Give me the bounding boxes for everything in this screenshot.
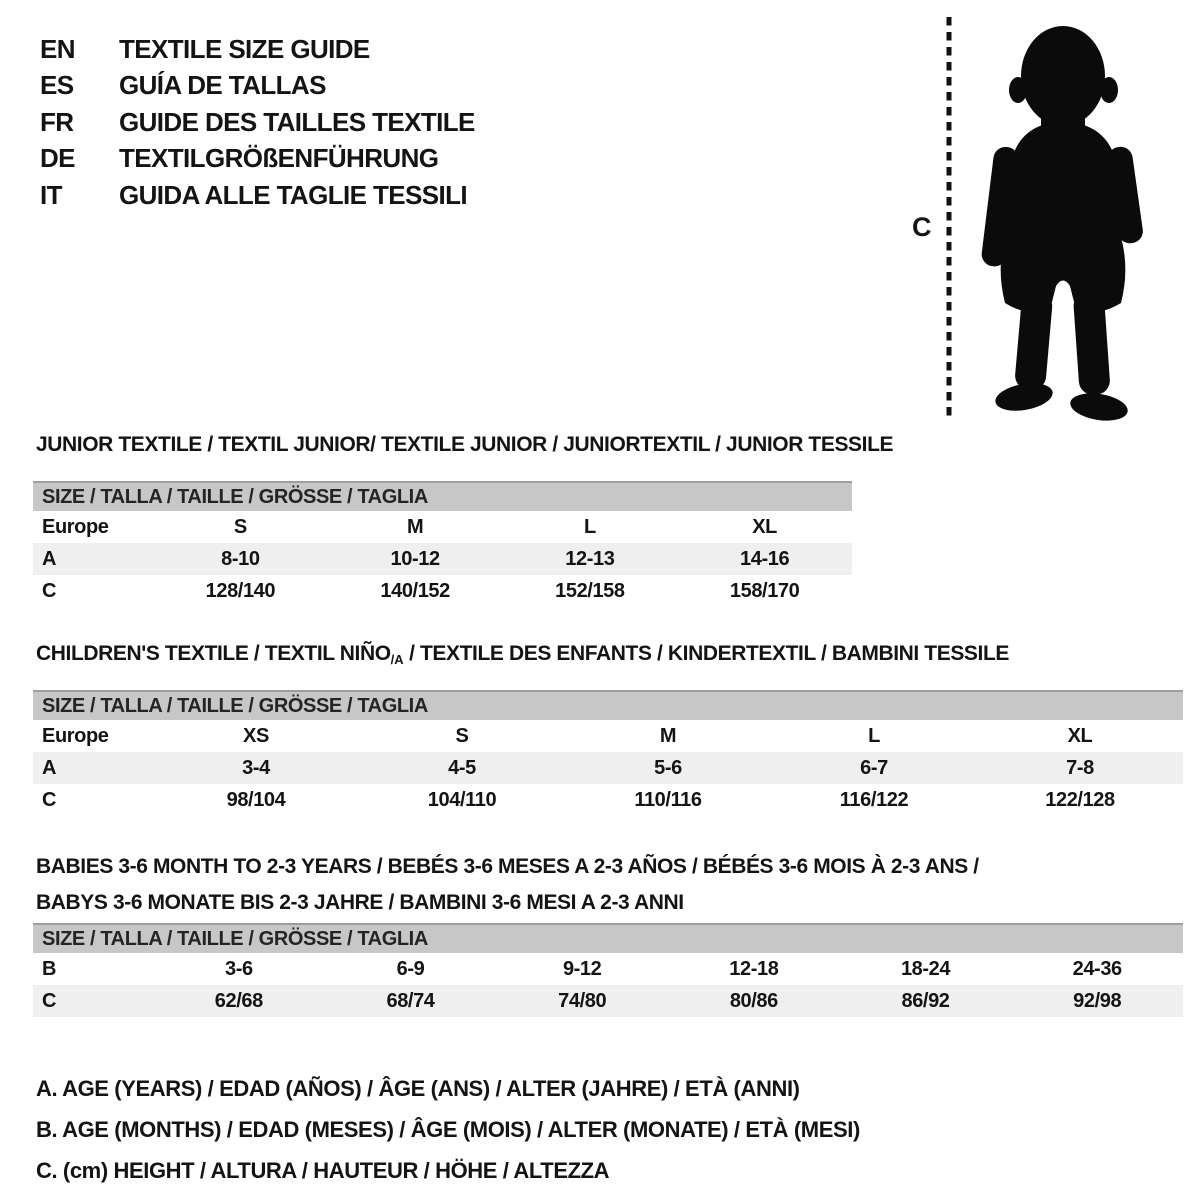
legend-line: B. AGE (MONTHS) / EDAD (MESES) / ÂGE (MOIS) / ALTER (MONATE) / ETÀ (MESI) <box>36 1117 860 1142</box>
section-title-children-after: / TEXTILE DES ENFANTS / KINDERTEXTIL / BAMBINI TESSILE <box>403 642 1010 665</box>
table-cell: 92/98 <box>1073 989 1122 1012</box>
table-cell: 74/80 <box>558 989 607 1012</box>
legend-line: A. AGE (YEARS) / EDAD (AÑOS) / ÂGE (ANS) / ALTER (JAHRE) / ETÀ (ANNI) <box>36 1076 800 1101</box>
row-label: B <box>42 957 57 980</box>
table-cell: M <box>659 724 677 747</box>
table-cell: 116/122 <box>839 788 909 811</box>
table-row <box>33 720 1183 752</box>
table-cell: 6-7 <box>860 756 888 779</box>
table-row <box>33 752 1183 784</box>
height-marker-label: C <box>912 212 932 242</box>
table-cell: 10-12 <box>390 547 440 570</box>
row-label: C <box>42 788 57 811</box>
table-cell: XS <box>243 724 269 747</box>
row-label: Europe <box>42 515 109 538</box>
table-row <box>33 511 852 543</box>
language-row <box>40 177 475 214</box>
size-table-header: SIZE / TALLA / TAILLE / GRÖSSE / TAGLIA <box>33 923 1183 953</box>
table-cell: 3-4 <box>242 756 270 779</box>
language-row <box>40 141 475 178</box>
table-cell: 12-18 <box>729 957 779 980</box>
table-row <box>33 784 1183 816</box>
size-table-header: SIZE / TALLA / TAILLE / GRÖSSE / TAGLIA <box>33 481 852 511</box>
table-cell: 18-24 <box>900 957 951 980</box>
row-label: A <box>42 756 57 779</box>
table-cell: 104/110 <box>427 788 497 811</box>
language-title: TEXTILGRÖßENFÜHRUNG <box>119 143 439 174</box>
size-table-babies <box>33 923 1183 1017</box>
language-code: EN <box>40 33 75 64</box>
table-cell: 68/74 <box>386 989 435 1012</box>
section-title-babies <box>36 849 979 921</box>
language-title: TEXTILE SIZE GUIDE <box>119 33 370 64</box>
table-cell: M <box>406 515 424 538</box>
table-cell: L <box>868 724 880 747</box>
table-cell: 128/140 <box>205 579 276 602</box>
babies-title-line-1: BABIES 3-6 MONTH TO 2-3 YEARS / BEBÉS 3-6 MESES A 2-3 AÑOS / BÉBÉS 3-6 MOIS À 2-3 ANS / <box>36 855 979 878</box>
language-title-list <box>40 31 475 214</box>
language-row <box>40 31 475 68</box>
table-cell: 5-6 <box>654 756 682 779</box>
language-code: DE <box>40 143 75 174</box>
section-title-children-before: CHILDREN'S TEXTILE / TEXTIL NIÑO <box>36 642 391 665</box>
table-cell: 152/158 <box>555 579 625 602</box>
table-cell: L <box>583 515 596 538</box>
language-title: GUÍA DE TALLAS <box>119 70 326 101</box>
legend <box>36 1068 860 1191</box>
table-cell: 158/170 <box>729 579 800 602</box>
table-cell: 62/68 <box>214 989 263 1012</box>
legend-line: C. (cm) HEIGHT / ALTURA / HAUTEUR / HÖHE / ALTEZZA <box>36 1158 610 1183</box>
section-title-children-sub: /A <box>390 652 404 667</box>
language-row <box>40 68 475 105</box>
row-label: C <box>42 989 57 1012</box>
row-label: C <box>42 579 57 602</box>
size-table-children <box>33 690 1183 816</box>
table-cell: 24-36 <box>1072 957 1122 980</box>
table-cell: 80/86 <box>729 989 778 1012</box>
language-code: IT <box>40 179 62 210</box>
row-label: Europe <box>42 724 109 747</box>
language-code: FR <box>40 106 74 137</box>
size-table-junior <box>33 481 852 607</box>
table-cell: 14-16 <box>740 547 790 570</box>
table-cell: 3-6 <box>224 957 253 980</box>
language-title: GUIDE DES TAILLES TEXTILE <box>119 106 475 137</box>
table-cell: 9-12 <box>562 957 602 980</box>
row-label: A <box>42 547 57 570</box>
table-cell: XL <box>752 515 777 538</box>
table-row <box>33 543 852 575</box>
table-cell: 122/128 <box>1045 788 1115 811</box>
table-cell: 4-5 <box>448 756 476 779</box>
table-cell: 98/104 <box>226 788 286 811</box>
table-cell: 12-13 <box>565 547 615 570</box>
table-row <box>33 575 852 607</box>
table-cell: S <box>455 724 469 747</box>
toddler-silhouette-icon <box>936 12 1150 424</box>
language-row <box>40 104 475 141</box>
language-code: ES <box>40 70 74 101</box>
language-title: GUIDA ALLE TAGLIE TESSILI <box>119 179 468 210</box>
table-cell: 6-9 <box>396 957 425 980</box>
babies-title-line-2: BABYS 3-6 MONATE BIS 2-3 JAHRE / BAMBINI 3-6 MESI A 2-3 ANNI <box>36 891 684 914</box>
section-title-children <box>36 642 1009 667</box>
table-cell: 7-8 <box>1066 756 1094 779</box>
section-title-junior: JUNIOR TEXTILE / TEXTIL JUNIOR/ TEXTILE JUNIOR / JUNIORTEXTIL / JUNIOR TESSILE <box>36 433 894 456</box>
table-row <box>33 953 1183 985</box>
table-cell: 110/116 <box>634 788 702 811</box>
toddler-silhouette-shape <box>980 26 1144 424</box>
table-cell: 8-10 <box>221 547 260 570</box>
table-row <box>33 985 1183 1017</box>
table-cell: XL <box>1067 724 1093 747</box>
table-cell: 86/92 <box>901 989 950 1012</box>
size-table-header: SIZE / TALLA / TAILLE / GRÖSSE / TAGLIA <box>33 690 1183 720</box>
table-cell: 140/152 <box>380 579 450 602</box>
table-cell: S <box>233 515 247 538</box>
